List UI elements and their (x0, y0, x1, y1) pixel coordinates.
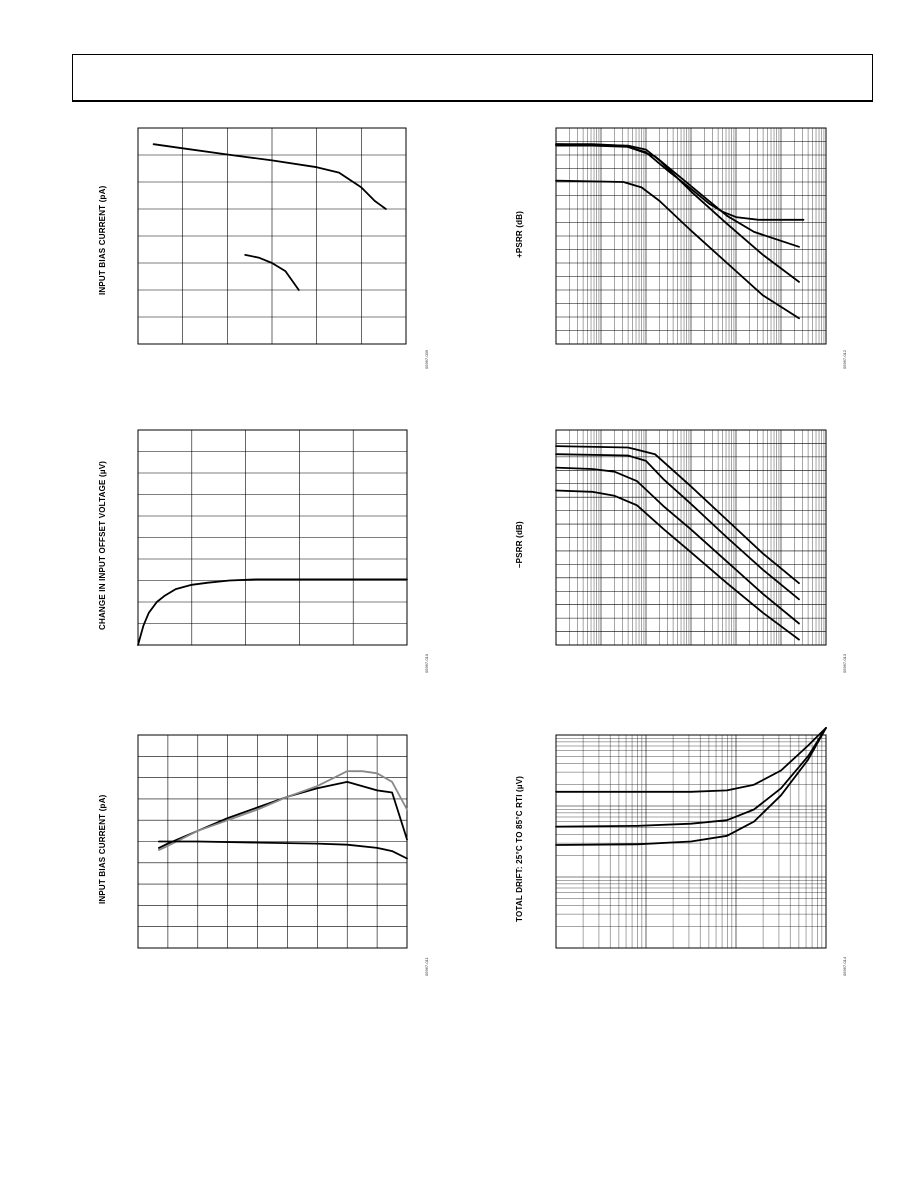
series-line-2 (159, 771, 407, 850)
series-line-1 (138, 579, 407, 645)
y-axis-label: CHANGE IN INPUT OFFSET VOLTAGE (µV) (98, 460, 107, 630)
chart-plot-6 (556, 735, 826, 948)
y-axis-label: INPUT BIAS CURRENT (pA) (98, 794, 107, 904)
figure-id: 05967-014 (842, 956, 847, 976)
chart-plot-3 (138, 430, 407, 645)
y-axis-label: –PSRR (dB) (515, 521, 524, 568)
figure-id: 05967-012 (842, 349, 847, 369)
series-line-1 (159, 782, 407, 848)
figure-id: 05967-011 (424, 957, 429, 976)
chart-plot-1 (138, 128, 406, 344)
series-line-3 (159, 842, 407, 859)
figure-id: 05967-010 (424, 653, 429, 673)
figure-id: 05967-009 (424, 349, 429, 369)
chart-plot-2 (556, 128, 826, 344)
page-header-box (72, 54, 873, 102)
gridlines (556, 128, 826, 344)
chart-plot-5 (138, 735, 407, 948)
figure-id: 05967-013 (842, 653, 847, 673)
gridlines (138, 430, 407, 645)
y-axis-label: TOTAL DRIFT: 25°C TO 85°C RTI (µV) (515, 775, 524, 922)
chart-plot-4 (556, 430, 826, 645)
series-line-2 (556, 728, 826, 827)
series-line-1 (154, 144, 386, 209)
y-axis-label: +PSRR (dB) (515, 210, 524, 258)
y-axis-label: INPUT BIAS CURRENT (pA) (98, 185, 107, 295)
